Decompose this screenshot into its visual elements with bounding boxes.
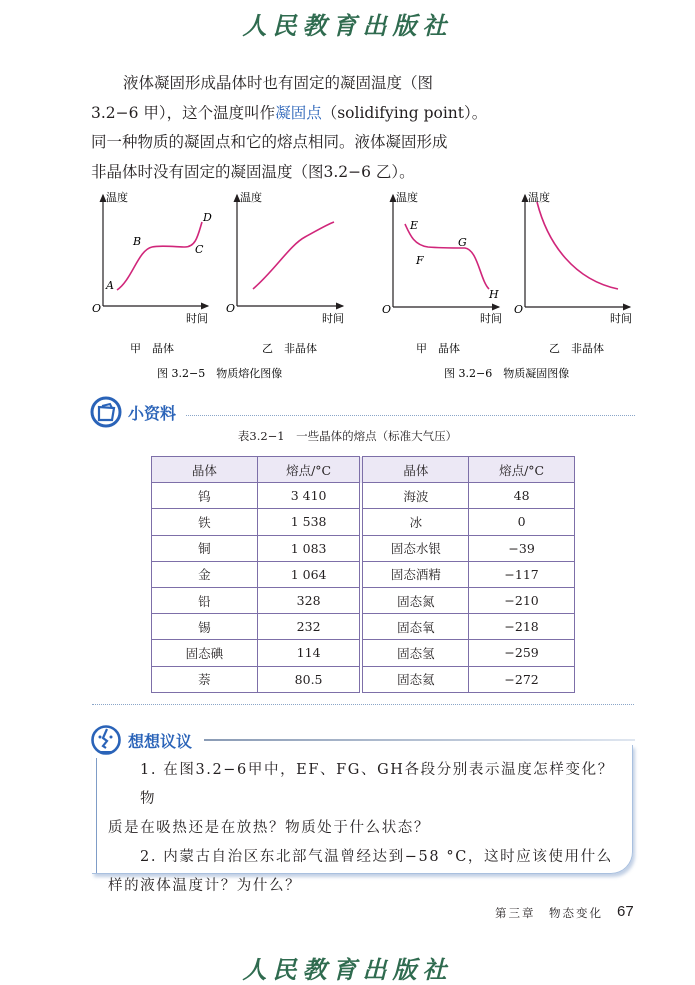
book-icon <box>90 396 122 428</box>
table-row: 固态碘 114 固态氢 −259 <box>152 640 575 666</box>
dotted-divider <box>186 415 635 416</box>
table-caption: 表3.2−1 一些晶体的熔点（标准大气压） <box>237 429 458 443</box>
table-row: 锡 232 固态氧 −218 <box>152 614 575 640</box>
question-2-line-1: 2. 内蒙古自治区东北部气温曾经达到−58 °C，这时应该使用什么 <box>140 849 613 865</box>
chapter-footer: 第三章 物态变化 <box>495 906 603 920</box>
svg-text:温度: 温度 <box>396 191 418 204</box>
svg-text:温度: 温度 <box>240 191 262 204</box>
figures-area <box>0 185 695 390</box>
body-line-1: 液体凝固形成晶体时也有固定的凝固温度（图 <box>123 74 434 92</box>
body-paragraph <box>91 69 491 187</box>
figure-caption-3-2-6: 图 3.2−6 物质凝固图像 <box>444 367 570 380</box>
svg-text:B: B <box>133 235 142 248</box>
table-row: 钨 3 410 海波 48 <box>152 483 575 509</box>
subfig-label: 甲 晶体 <box>130 342 174 355</box>
svg-text:E: E <box>410 219 419 232</box>
svg-text:时间: 时间 <box>322 312 344 325</box>
think-box-left-rule <box>96 758 97 873</box>
svg-text:C: C <box>195 243 204 256</box>
think-questions <box>108 756 628 901</box>
svg-text:H: H <box>489 288 499 301</box>
chart-solidifying-amorphous <box>514 190 632 355</box>
svg-text:D: D <box>203 211 212 224</box>
publisher-header: 人民教育出版社 <box>242 11 453 40</box>
table-row: 铅 328 固态氮 −210 <box>152 587 575 613</box>
table-row: 铁 1 538 冰 0 <box>152 509 575 535</box>
svg-text:O: O <box>382 303 392 316</box>
svg-text:O: O <box>92 302 102 315</box>
page-number: 67 <box>617 903 634 920</box>
info-section-end-divider <box>92 704 634 705</box>
svg-text:时间: 时间 <box>480 312 502 325</box>
chart-melting-amorphous <box>226 190 344 355</box>
svg-text:乙 非晶体: 乙 非晶体 <box>262 342 317 355</box>
ylabel: 温度 <box>106 191 128 204</box>
publisher-footer: 人民教育出版社 <box>242 955 453 984</box>
chart-solidifying-crystal <box>382 190 502 355</box>
chart-melting-crystal <box>92 190 212 355</box>
svg-text:A: A <box>106 279 114 292</box>
question-2-line-2: 样的液体温度计？为什么？ <box>108 878 302 894</box>
svg-text:O: O <box>226 302 236 315</box>
body-line-2-pre: 3.2−6 甲），这个温度叫作 <box>91 103 276 122</box>
question-1-line-2: 质是在吸热还是在放热？物质处于什么状态？ <box>108 820 430 836</box>
figure-caption-3-2-5: 图 3.2−5 物质熔化图像 <box>157 367 283 380</box>
table-row: 萘 80.5 固态氦 −272 <box>152 666 575 692</box>
info-section-title: 小资料 <box>128 403 177 423</box>
info-section-header <box>90 396 635 428</box>
table-row: 铜 1 083 固态水银 −39 <box>152 535 575 561</box>
question-1-line-1: 1. 在图3.2−6甲中，EF、FG、GH各段分别表示温度怎样变化？物 <box>140 762 614 807</box>
think-section-title: 想想议议 <box>128 731 193 751</box>
body-line-3: 同一种物质的凝固点和它的熔点相同。液体凝固形成 <box>91 133 448 151</box>
melting-point-table <box>151 456 575 693</box>
svg-text:乙 非晶体: 乙 非晶体 <box>549 342 604 355</box>
xlabel: 时间 <box>186 312 208 325</box>
table-header-row: 晶体 熔点/°C 晶体 熔点/°C <box>152 457 575 483</box>
svg-text:F: F <box>416 254 424 267</box>
table-row: 金 1 064 固态酒精 −117 <box>152 561 575 587</box>
body-line-4: 非晶体时没有固定的凝固温度（图3.2−6 乙）。 <box>91 162 415 181</box>
term-solidifying-point: 凝固点 <box>275 103 322 122</box>
svg-text:甲 晶体: 甲 晶体 <box>416 342 460 355</box>
body-line-2-post: （solidifying point）。 <box>321 103 488 122</box>
svg-text:G: G <box>458 236 467 249</box>
svg-text:温度: 温度 <box>528 191 550 204</box>
body-line-2 <box>91 99 491 129</box>
svg-text:时间: 时间 <box>610 312 632 325</box>
svg-text:O: O <box>514 303 524 316</box>
section-rule <box>204 739 635 741</box>
